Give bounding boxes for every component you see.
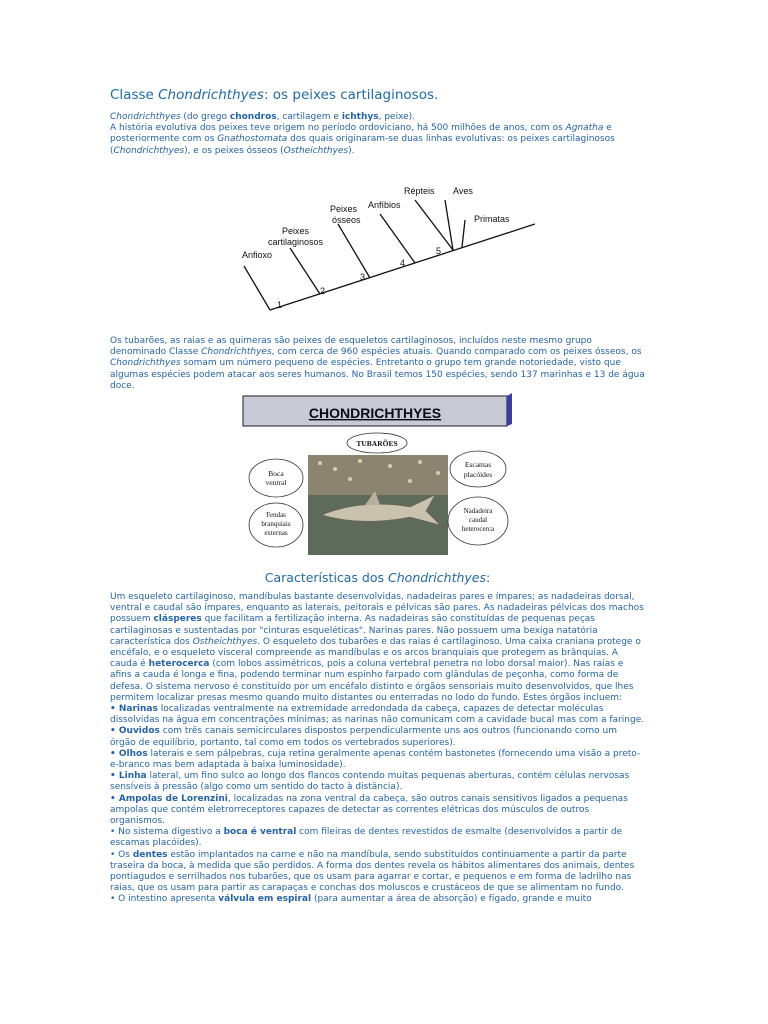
- intro-t11: dos quais originaram-se duas linhas evolutivas: os peixes cartilaginosos (: [110, 134, 615, 156]
- intro-t4: , cartilagem e: [276, 112, 342, 122]
- label-aves: Aves: [453, 186, 473, 196]
- chars-o-b: • Ouvidos: [110, 726, 160, 737]
- chars-s-1: • No sistema digestivo a: [110, 827, 224, 838]
- chars-i-1: • O intestino apresenta: [110, 894, 219, 905]
- chars-s-b: boca é ventral: [223, 827, 297, 838]
- para2-t2: Chondrichthyes: [201, 347, 272, 358]
- title-suffix: : os peixes cartilaginosos.: [263, 87, 439, 103]
- bubble-text-branquiais: branquiais: [261, 520, 291, 528]
- branch-cartilaginosos: [290, 248, 320, 294]
- characteristics-text: [110, 592, 645, 906]
- intro-t8: Agnatha: [565, 123, 604, 134]
- chars-a-b: • Ampolas de Lorenzini: [110, 793, 228, 804]
- intro-t2: (do grego: [180, 112, 230, 122]
- intro-t14: Ostheichthyes: [283, 145, 349, 156]
- chars-p1: Um esqueleto cartilaginoso, mandíbulas bastante desenvolvidas, nadadeiras pares e ímpares; as nadadeiras dorsal, ventral e caudal são ímpares, enquanto as laterais, peitorais e pélvicas são pares. As nadadeiras pélvicas dos machos possuem: [110, 592, 644, 625]
- intro-t10: Gnathostomata: [217, 134, 288, 145]
- para2-t4: Chondrichthyes: [110, 358, 181, 369]
- fish-dot-5: [418, 460, 422, 464]
- label-anfibios: Anfíbios: [368, 200, 401, 210]
- fish-dot-8: [408, 479, 412, 483]
- characteristics-heading: [110, 570, 645, 586]
- chars-d-2: estão implantados na carne e não na mandíbula, sendo substituídos continuamente a partir da parte traseira da boca, à medida que são perdidos. A forma dos dentes revela os hábitos alimentares dos animais, dentes pontiagudos e serrilhados nos tubarões, que os usam para agarrar e cortar, e pequenos e em forma de ladrilho nas raias, que os usam para partir as carapaças e conchas dos moluscos e crustáceos de que se alimentam no fundo.: [110, 849, 635, 894]
- chars-ol-b: • Olhos: [110, 748, 148, 759]
- fish-dot-1: [318, 461, 322, 465]
- chars-n-t: localizadas ventralmente na extremidade arredondada da cabeça, capazes de detectar moléculas dissolvidas na água em concentrações mínimas; as narinas não comunicam com a cavidade bucal mas com a faringe.: [110, 704, 645, 726]
- chars-p3: que facilitam a fertilização interna. As nadadeiras são constituídas de pequenas peças cartilaginosas e sustentadas por "cinturas esqueléticas". Narinas pares. Não possuem uma bexiga natatória característica dos: [110, 614, 598, 647]
- bubble-text-placoides: placóides: [463, 470, 493, 479]
- para2-t1: Os tubarões, as raias e as quimeras são peixes de esqueletos cartilaginosos, incluídos neste mesmo grupo denominado Classe: [110, 336, 592, 358]
- intro-t9: e posteriormente com os: [110, 123, 612, 145]
- node-5: 5: [436, 246, 442, 256]
- label-osseos: ósseos: [332, 215, 361, 225]
- chars-p7: (com lobos assimétricos, pois a coluna vertebral penetra no lobo dorsal maior). Nas raias e afins a cauda é longa e fina, podendo terminar num espinho farpado com glândulas de peçonha, como forma de defesa. O sistema nervoso é constituído por um encéfalo distinto e órgãos sensoriais muito desenvolvidos, que lhes permitem localizar presas mesmo quando muito distantes ou enterradas no lodo do fundo. Estes órgãos incluem:: [110, 659, 634, 703]
- branch-aves: [445, 200, 453, 250]
- label-anfioxo: Anfioxo: [242, 250, 273, 260]
- node-1: 1: [277, 300, 283, 310]
- fish-dot-6: [436, 471, 440, 475]
- label-peixes-1: Peixes: [282, 226, 310, 236]
- intro-t5: ichthys: [341, 112, 379, 122]
- poster-subtitle: TUBARÕES: [356, 439, 398, 448]
- node-4: 4: [400, 258, 406, 268]
- bubble-text-ventral: ventral: [265, 478, 287, 487]
- branch-anfibios: [380, 214, 415, 263]
- chars-p5: . O esqueleto dos tubarões e das raias é cartilaginoso. Uma caixa craniana protege o encéfalo, e o esqueleto visceral compreende as mandíbulas e os arcos branquiais que protegem as brânquias. A cauda é: [110, 636, 641, 670]
- label-repteis: Répteis: [404, 186, 435, 196]
- branch-primatas: [462, 220, 465, 247]
- chars-p2: clásperes: [153, 614, 202, 625]
- intro-t1: Chondrichthyes: [110, 112, 181, 122]
- char-heading-taxon: Chondrichthyes: [388, 570, 487, 585]
- bubble-escamas: [450, 451, 506, 487]
- branch-osseos: [338, 224, 370, 278]
- chondrichthyes-poster: [240, 391, 512, 557]
- title-taxon: Chondrichthyes: [158, 87, 264, 103]
- char-heading-prefix: Características dos: [264, 570, 389, 585]
- bubble-text-heterocerca: heterocerca: [461, 525, 495, 533]
- branch-repteis: [415, 200, 453, 250]
- chars-n-b: • Narinas: [110, 704, 158, 715]
- intro-t7: A história evolutiva dos peixes teve origem no período ordoviciano, há 500 milhões de anos, com os: [110, 123, 566, 134]
- intro-t3: chondros: [229, 112, 277, 122]
- chars-ol-t: laterais e sem pálpebras, cuja retina geralmente apenas contém bastonetes (fornecendo uma visão a preto-e-branco mas bem adaptada à baixa luminosidade).: [110, 748, 641, 771]
- fish-dot-2: [333, 467, 337, 471]
- label-peixes-2: Peixes: [330, 204, 358, 214]
- chars-o-t: com três canais semicirculares dispostos perpendicularmente uns aos outros (funcionando como um órgão de equilíbrio, portanto, tal como em todos os vertebrados superiores).: [110, 726, 617, 748]
- para2-t5: somam um número pequeno de espécies. Entretanto o grupo tem grande notoriedade, visto que algumas espécies podem atacar aos seres humanos. No Brasil temos 150 espécies, sendo 137 marinhas e 13 de água doce.: [110, 358, 645, 391]
- chars-s-2: com fileiras de dentes revestidos de esmalte (desenvolvidos a partir de escamas placóides).: [110, 827, 623, 849]
- bubble-text-fendas: Fendas: [266, 511, 286, 519]
- chars-d-b: dentes: [132, 849, 168, 860]
- chars-a-t: , localizadas na zona ventral da cabeça, são outros canais sensitivos ligados a pequenas ampolas que contém eletrorreceptores capazes de detectar as correntes elétricas dos músculos de outros organismos.: [110, 793, 628, 827]
- poster-banner-edge: [507, 393, 512, 426]
- chars-d-1: • Os: [110, 849, 133, 860]
- node-2: 2: [320, 286, 326, 296]
- chars-p6: heterocerca: [148, 659, 210, 670]
- tubaroes-paragraph: [110, 336, 645, 392]
- node-3: 3: [360, 272, 366, 282]
- bubble-text-externas: externas: [264, 529, 288, 537]
- chars-p4: Ostheichthyes: [192, 636, 258, 647]
- bubble-text-nadadeira: Nadadeira: [463, 507, 493, 515]
- chars-i-b: válvula em espiral: [218, 894, 312, 905]
- chars-i-2: (para aumentar a área de absorção) e fígado, grande e muito: [311, 894, 592, 905]
- intro-t13: ), e os peixes ósseos (: [184, 145, 284, 156]
- cladogram-figure: [240, 178, 535, 313]
- intro-t6: , peixe).: [378, 112, 416, 122]
- intro-t15: ).: [348, 145, 355, 156]
- fish-dot-3: [358, 459, 362, 463]
- bubble-text-boca: Boca: [268, 469, 284, 478]
- para2-t3: , com cerca de 960 espécies atuais. Quando comparado com os peixes ósseos, os: [271, 347, 642, 358]
- chars-l-b: • Linha: [110, 771, 147, 782]
- shark-photo-upper: [308, 455, 448, 495]
- page-title: [110, 86, 645, 104]
- branch-anfioxo: [244, 266, 270, 310]
- article: [110, 86, 645, 905]
- title-prefix: Classe: [110, 87, 159, 103]
- char-heading-suffix: :: [486, 570, 491, 585]
- intro-paragraph: [110, 112, 645, 157]
- label-cartilaginosos: cartilaginosos: [268, 237, 324, 247]
- bubble-text-escamas: Escamas: [464, 460, 492, 469]
- bubble-text-caudal: caudal: [468, 516, 488, 524]
- chars-l-t: lateral, um fino sulco ao longo dos flancos contendo muitas pequenas aberturas, contém células nervosas sensíveis à pressão (algo como um sentido do tacto à distância).: [110, 771, 630, 793]
- label-primatas: Primatas: [474, 214, 510, 224]
- poster-title: CHONDRICHTHYES: [308, 405, 442, 421]
- fish-dot-7: [348, 477, 352, 481]
- fish-dot-4: [388, 464, 392, 468]
- intro-t12: Chondrichthyes: [113, 145, 185, 156]
